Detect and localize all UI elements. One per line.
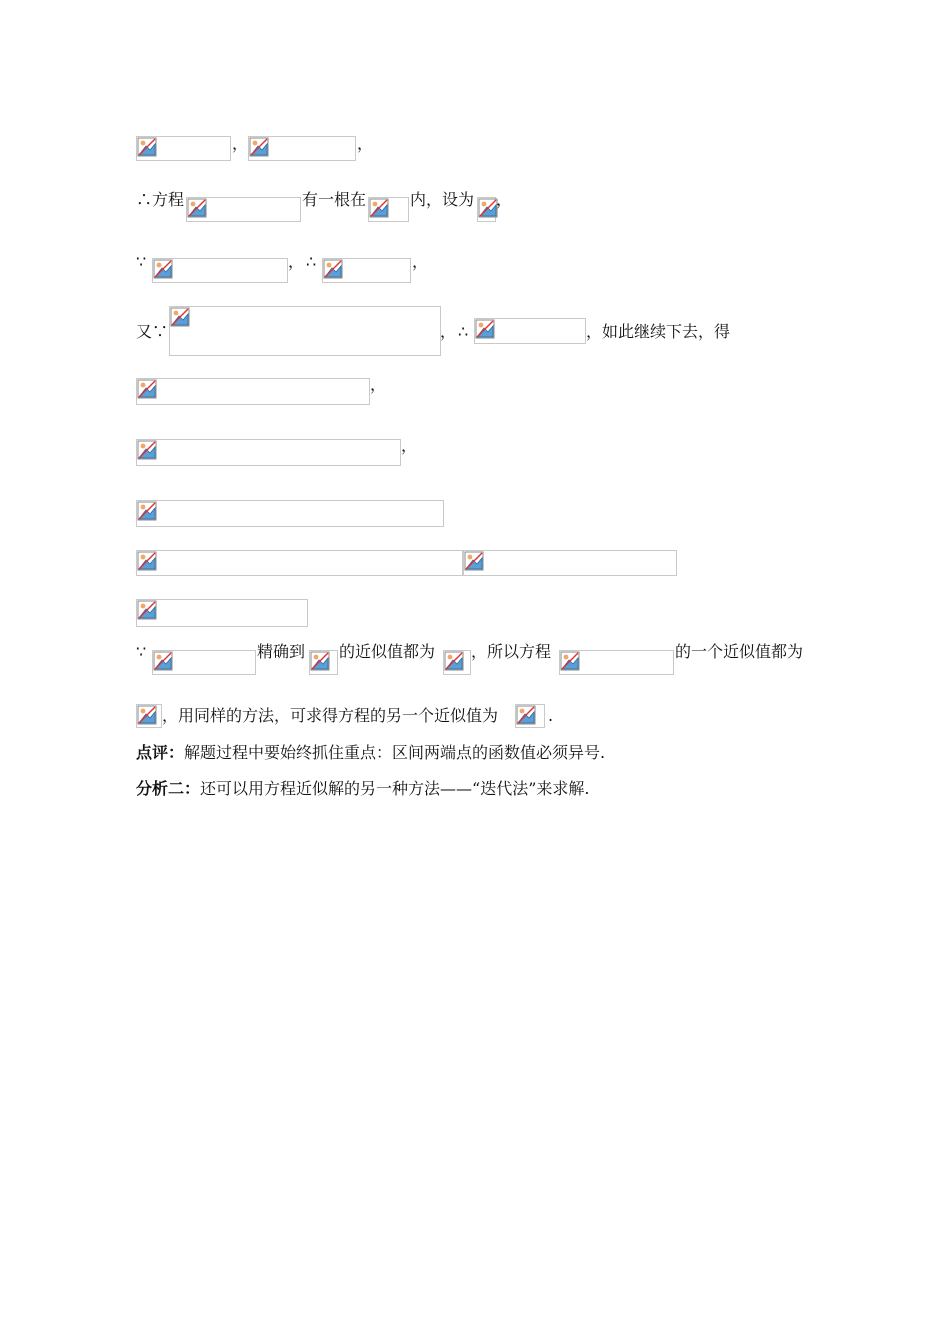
text: 有一根在 bbox=[302, 190, 367, 209]
analysis-label: 分析二： bbox=[136, 779, 201, 798]
broken-image-icon bbox=[137, 440, 157, 460]
formula-image bbox=[322, 258, 411, 283]
formula-image bbox=[136, 599, 308, 627]
text: ∴ bbox=[458, 322, 469, 341]
broken-image-icon bbox=[478, 198, 498, 218]
formula-image bbox=[186, 197, 301, 222]
formula-image bbox=[309, 650, 338, 675]
text: ∴方程 bbox=[136, 190, 185, 209]
broken-image-icon bbox=[153, 259, 173, 279]
text: ∵ bbox=[136, 642, 147, 661]
text: ， bbox=[370, 375, 387, 394]
formula-image bbox=[559, 650, 674, 675]
text: 又∵ bbox=[136, 322, 169, 341]
text: ， bbox=[288, 252, 305, 271]
broken-image-icon bbox=[475, 319, 495, 339]
formula-image bbox=[136, 704, 162, 728]
formula-image bbox=[136, 136, 231, 161]
formula-image bbox=[136, 500, 444, 527]
formula-image bbox=[248, 136, 356, 161]
broken-image-icon bbox=[137, 501, 157, 521]
broken-image-icon bbox=[516, 705, 536, 725]
formula-image bbox=[368, 197, 409, 222]
broken-image-icon bbox=[137, 551, 157, 571]
comment-label: 点评： bbox=[136, 743, 185, 762]
formula-image bbox=[463, 550, 677, 576]
text: ，所以方程 bbox=[471, 642, 552, 661]
broken-image-icon bbox=[310, 651, 330, 671]
text: . bbox=[548, 706, 554, 725]
text: 的一个近似值都为 bbox=[675, 642, 804, 661]
broken-image-icon bbox=[369, 198, 389, 218]
formula-image bbox=[152, 650, 256, 675]
text: ∴ bbox=[306, 252, 317, 271]
broken-image-icon bbox=[137, 600, 157, 620]
text: 内，设为 bbox=[410, 190, 475, 209]
formula-image bbox=[169, 306, 441, 356]
text: ，如此继续下去，得 bbox=[586, 322, 731, 341]
broken-image-icon bbox=[323, 259, 343, 279]
broken-image-icon bbox=[249, 137, 269, 157]
analysis-paragraph bbox=[136, 779, 589, 799]
comment-paragraph bbox=[136, 743, 605, 763]
broken-image-icon bbox=[137, 379, 157, 399]
formula-image bbox=[136, 439, 401, 466]
separator: ， bbox=[357, 134, 374, 153]
formula-image bbox=[474, 318, 586, 344]
formula-image bbox=[152, 258, 288, 283]
broken-image-icon bbox=[444, 651, 464, 671]
formula-image bbox=[515, 704, 545, 728]
text: ， bbox=[440, 322, 457, 341]
broken-image-icon bbox=[187, 198, 207, 218]
formula-image bbox=[136, 378, 370, 405]
text: ∵ bbox=[136, 252, 147, 271]
broken-image-icon bbox=[560, 651, 580, 671]
text: ， bbox=[401, 436, 418, 455]
formula-image bbox=[477, 197, 496, 222]
text: ， bbox=[412, 252, 429, 271]
broken-image-icon bbox=[170, 307, 190, 327]
text: 精确到 bbox=[257, 642, 306, 661]
text: ，用同样的方法，可求得方程的另一个近似值为 bbox=[162, 706, 499, 725]
text: ， bbox=[496, 190, 513, 209]
comment-text: 解题过程中要始终抓住重点：区间两端点的函数值必须异号. bbox=[184, 743, 606, 762]
broken-image-icon bbox=[464, 551, 484, 571]
separator: ， bbox=[232, 134, 249, 153]
broken-image-icon bbox=[137, 705, 157, 725]
formula-image bbox=[136, 550, 463, 576]
analysis-text: 还可以用方程近似解的另一种方法——“迭代法”来求解. bbox=[200, 779, 590, 798]
text: 的近似值都为 bbox=[339, 642, 436, 661]
broken-image-icon bbox=[137, 137, 157, 157]
broken-image-icon bbox=[153, 651, 173, 671]
formula-image bbox=[443, 650, 471, 675]
